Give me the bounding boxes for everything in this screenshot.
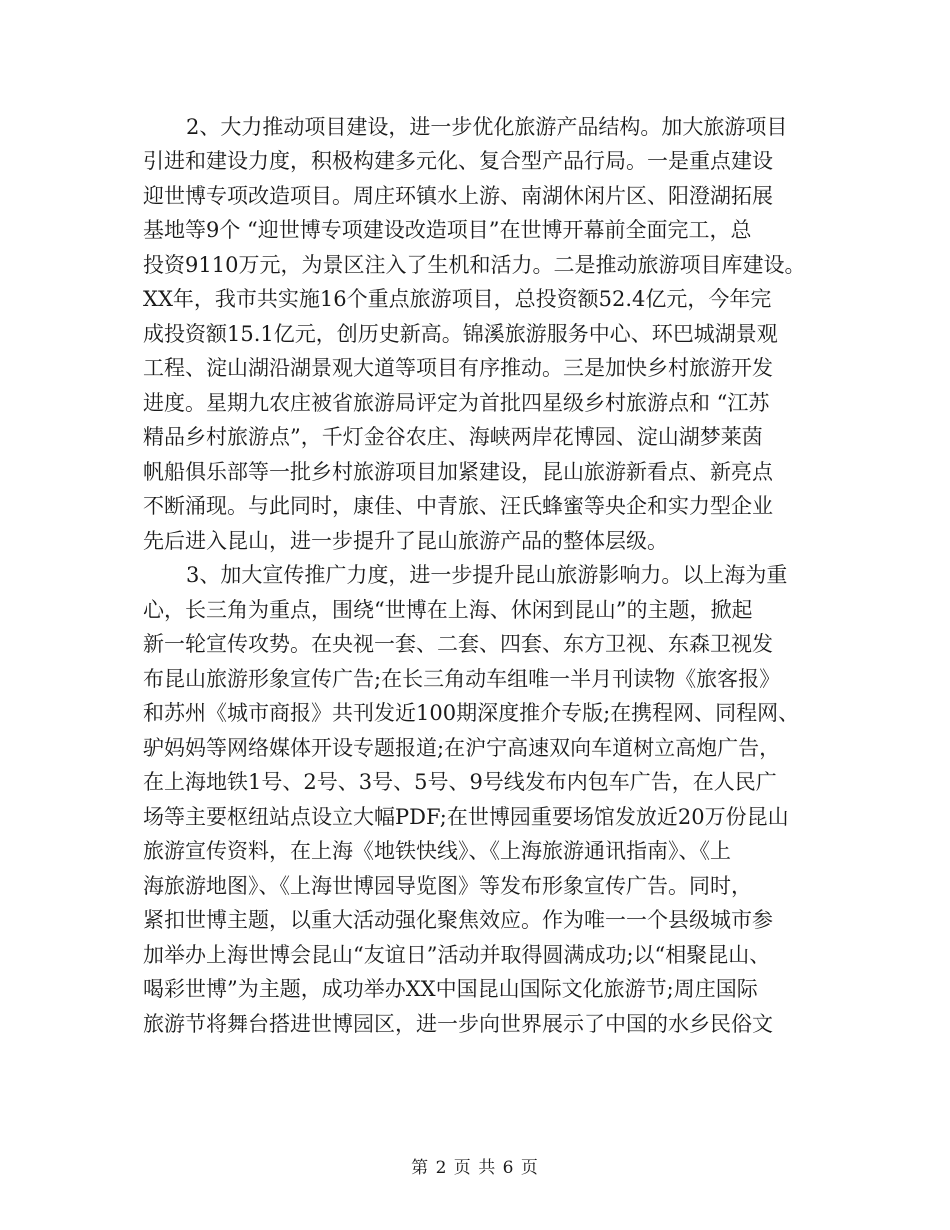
- paragraph-line: 精品乡村旅游点”，千灯金谷农庄、海峡两岸花博园、淀山湖梦莱茵: [143, 425, 763, 449]
- paragraph-line: 进度。星期九农庄被省旅游局评定为首批四星级乡村旅游点和 “江苏: [143, 391, 770, 415]
- paragraph-line: 心，长三角为重点，围绕“世博在上海、休闲到昆山”的主题，掀起: [143, 598, 753, 622]
- paragraph-line: 迎世博专项改造项目。周庄环镇水上游、南湖休闲片区、阳澄湖拓展: [143, 184, 773, 208]
- paragraph-line: 驴妈妈等网络媒体开设专题报道;在沪宁高速双向车道树立高炮广告，: [143, 736, 781, 760]
- paragraph-line: 2、大力推动项目建设，进一步优化旅游产品结构。加大旅游项目: [186, 115, 788, 139]
- paragraph-line: 3、加大宣传推广力度，进一步提升昆山旅游影响力。以上海为重: [186, 563, 788, 587]
- paragraph-line: 成投资额15.1亿元，创历史新高。锦溪旅游服务中心、环巴城湖景观: [143, 322, 778, 346]
- paragraph-line: XX年，我市共实施16个重点旅游项目，总投资额52.4亿元，今年完: [143, 287, 772, 311]
- paragraph-line: 投资9110万元，为景区注入了生机和活力。二是推动旅游项目库建设。: [143, 253, 806, 277]
- paragraph-line: 帆船俱乐部等一批乡村旅游项目加紧建设，昆山旅游新看点、新亮点: [143, 460, 773, 484]
- paragraph-line: 布昆山旅游形象宣传广告;在长三角动车组唯一半月刊读物《旅客报》: [143, 667, 781, 691]
- paragraph-line: 旅游宣传资料，在上海《地铁快线》、《上海旅游通讯指南》、《上: [143, 839, 731, 863]
- paragraph-line: 先后进入昆山，进一步提升了昆山旅游产品的整体层级。: [143, 529, 668, 553]
- paragraph-line: 工程、淀山湖沿湖景观大道等项目有序推动。三是加快乡村旅游开发: [143, 356, 773, 380]
- paragraph-line: 引进和建设力度，积极构建多元化、复合型产品行局。一是重点建设: [143, 149, 773, 173]
- page-number-footer: 第 2 页 共 6 页: [411, 1158, 539, 1178]
- paragraph-line: 和苏州《城市商报》共刊发近100期深度推介专版;在携程网、同程网、: [143, 701, 800, 725]
- paragraph-line: 喝彩世博”为主题，成功举办XX中国昆山国际文化旅游节;周庄国际: [143, 977, 758, 1001]
- paragraph-line: 加举办上海世博会昆山“友谊日”活动并取得圆满成功;以“相聚昆山、: [143, 943, 771, 967]
- paragraph-line: 新一轮宣传攻势。在央视一套、二套、四套、东方卫视、东森卫视发: [143, 632, 773, 656]
- paragraph-line: 基地等9个 “迎世博专项建设改造项目”在世博开幕前全面完工，总: [143, 218, 752, 242]
- paragraph-line: 旅游节将舞台搭进世博园区，进一步向世界展示了中国的水乡民俗文: [143, 1012, 773, 1036]
- paragraph-line: 场等主要枢纽站点设立大幅PDF;在世博园重要场馆发放近20万份昆山: [143, 805, 789, 829]
- paragraph-line: 在上海地铁1号、2号、3号、5号、9号线发布内包车广告，在人民广: [143, 770, 777, 794]
- paragraph-line: 海旅游地图》、《上海世博园导览图》等发布形象宣传广告。同时，: [143, 874, 752, 898]
- paragraph-line: 紧扣世博主题，以重大活动强化聚焦效应。作为唯一一个县级城市参: [143, 908, 773, 932]
- paragraph-line: 不断涌现。与此同时，康佳、中青旅、汪氏蜂蜜等央企和实力型企业: [143, 494, 773, 518]
